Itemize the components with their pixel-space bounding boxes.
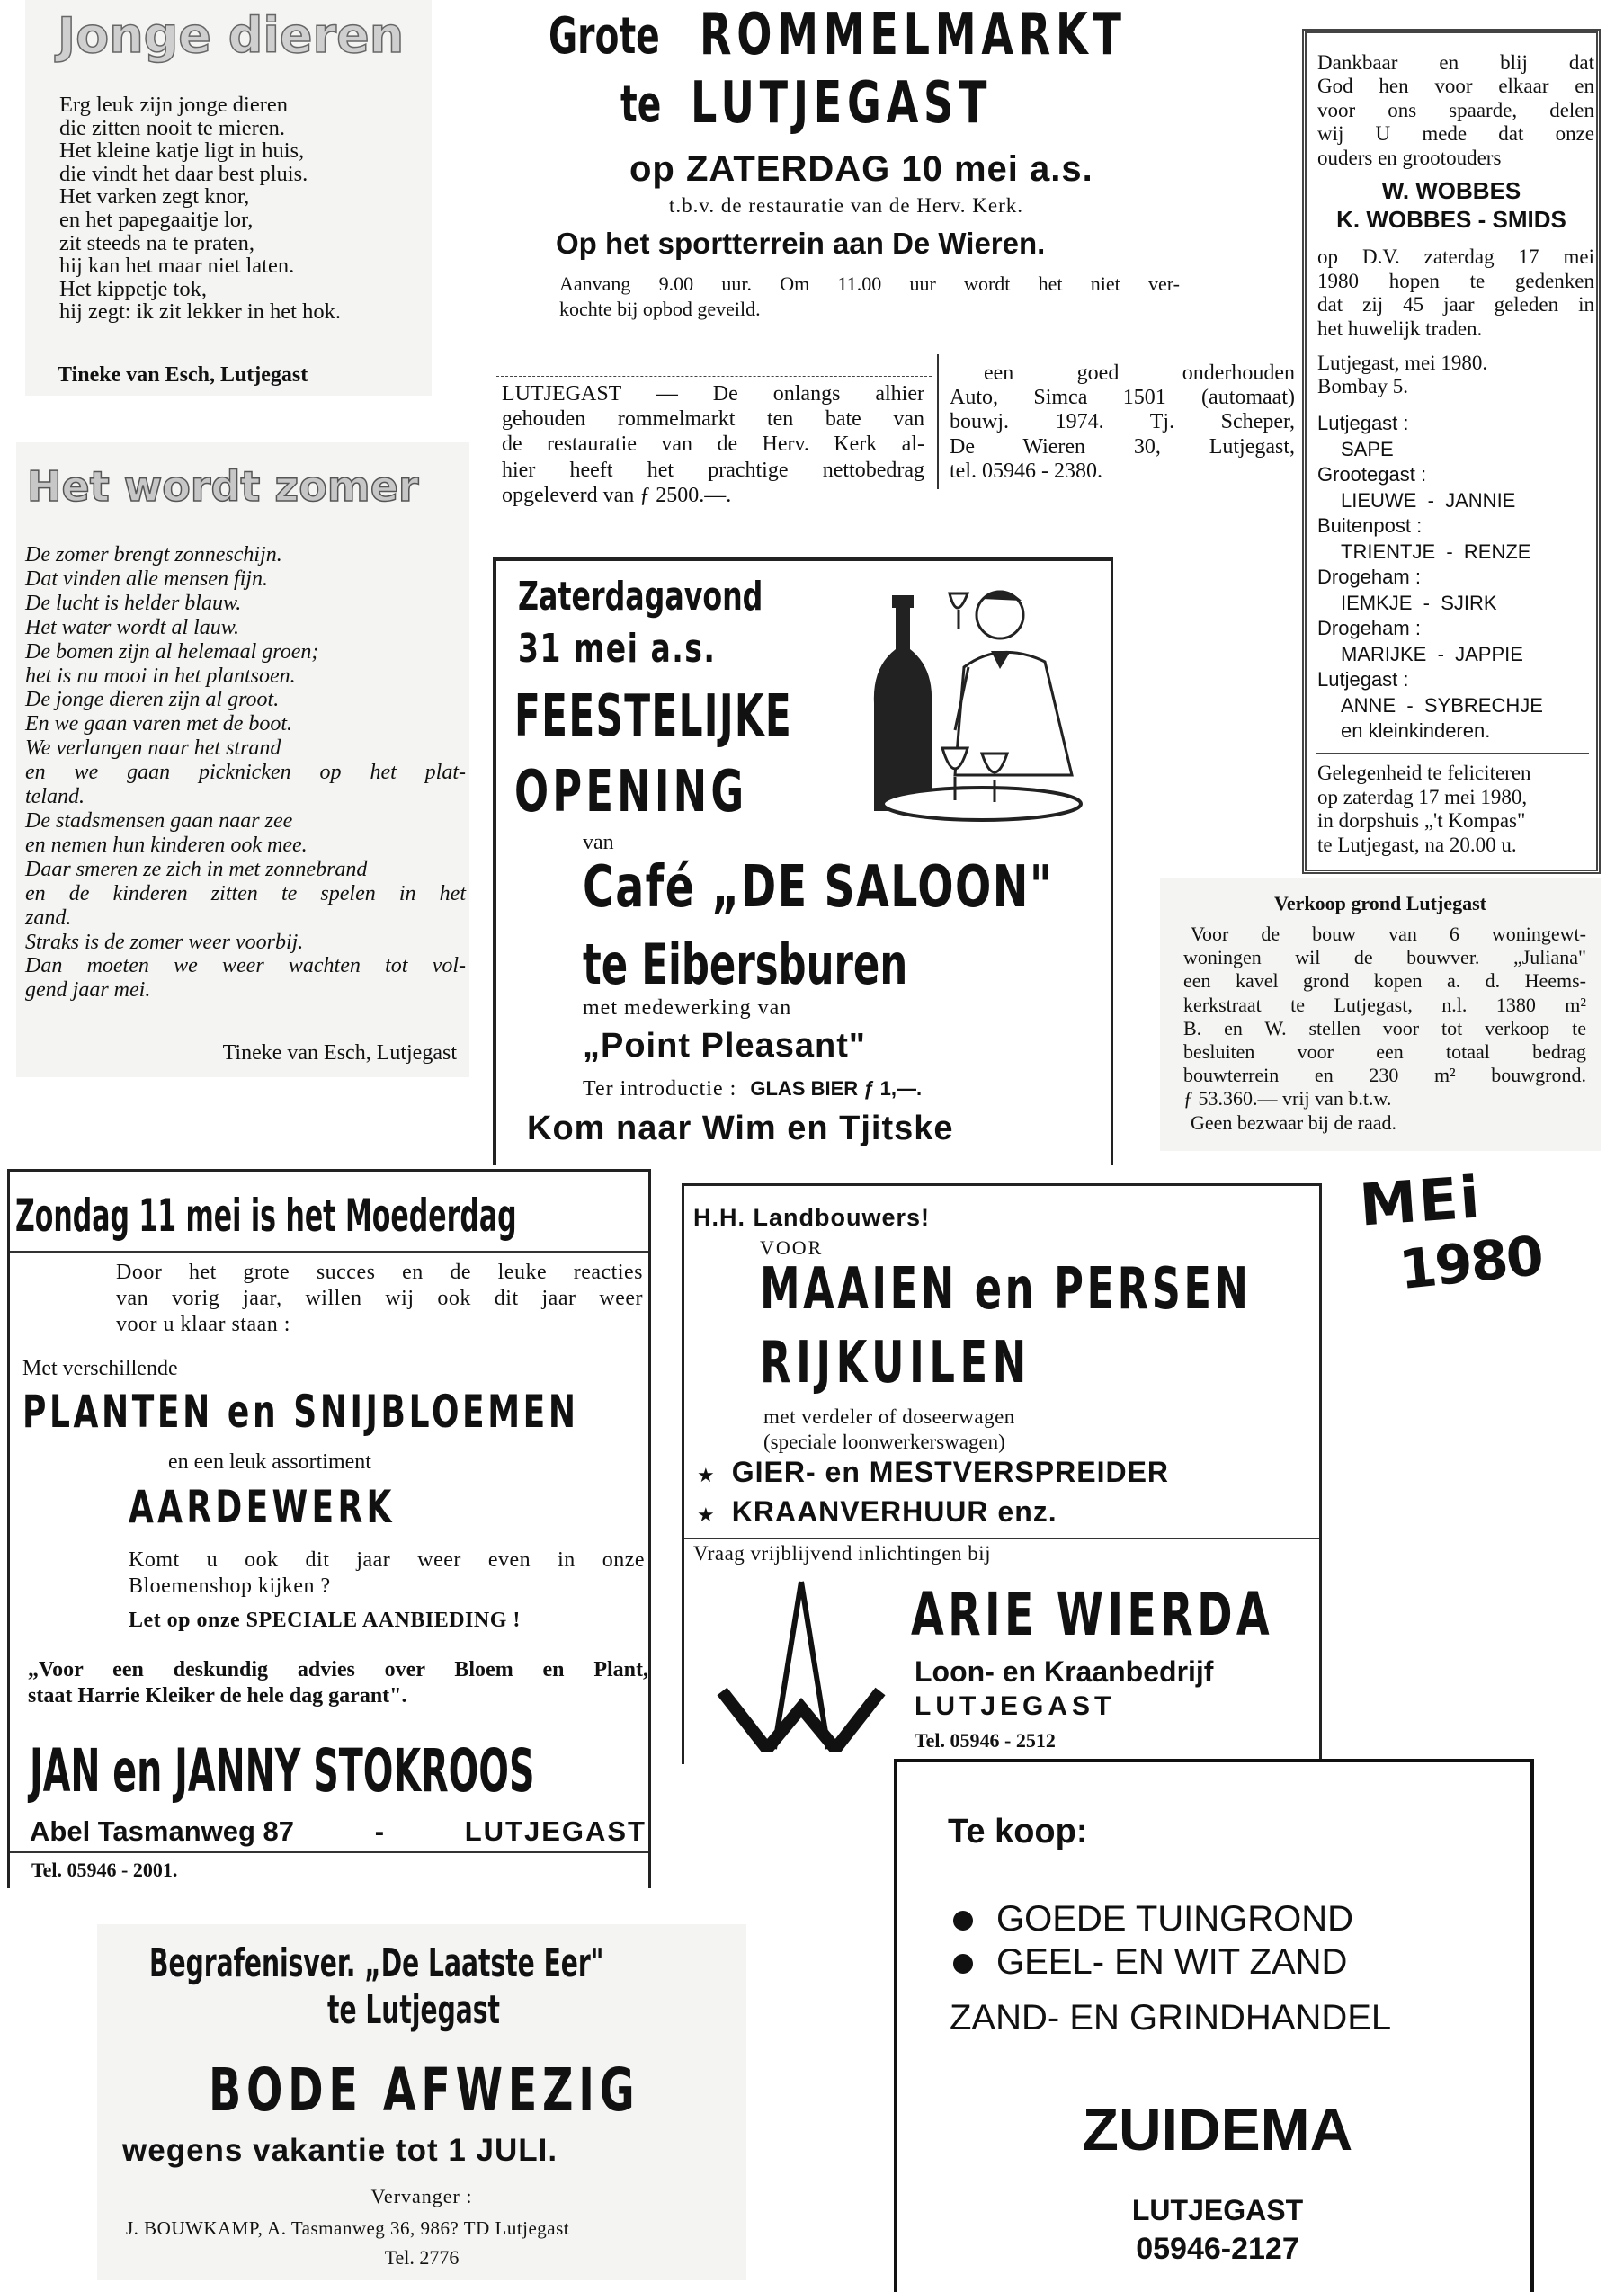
poem-line: De stadsmensen gaan naar zee xyxy=(25,808,293,833)
anniversary-place-date: Lutjegast, mei 1980. xyxy=(1317,352,1488,374)
land-sale-line: besluiten voor een totaal bedrag xyxy=(1183,1040,1586,1064)
anniversary-reception xyxy=(1317,762,1594,857)
farmers-inquire: Vraag vrijblijvend inlichtingen bij xyxy=(693,1542,992,1565)
report-line: gehouden rommelmarkt ten bate van xyxy=(502,407,924,432)
address-separator: - xyxy=(374,1815,385,1847)
land-sale-line: Voor de bouw van 6 woningewt- xyxy=(1191,923,1586,945)
farmers-place: LUTJEGAST xyxy=(915,1691,1116,1721)
poem-line: Het water wordt al lauw. xyxy=(25,615,240,639)
anniversary-family xyxy=(1317,411,1596,745)
car-ad-line: De Wieren 30, Lutjegast, xyxy=(950,434,1295,459)
poem-line: De zomer brengt zonneschijn. xyxy=(25,543,282,566)
family-names: LIEUWE - JANNIE xyxy=(1341,488,1516,512)
poem-line: hij kan het maar niet laten. xyxy=(59,254,295,279)
mothers-day-address xyxy=(30,1815,647,1848)
saloon-text: OPENING xyxy=(514,759,748,825)
rommelmarkt-time-line: Aanvang 9.00 uur. Om 11.00 uur wordt het niet ver- xyxy=(559,272,1180,295)
poem-title: Het wordt zomer xyxy=(27,462,419,511)
family-place: Lutjegast : xyxy=(1317,668,1409,691)
car-ad-line: bouwj. 1974. Tj. Scheper, xyxy=(950,410,1295,434)
anniversary-line: te Lutjegast, na 20.00 u. xyxy=(1317,833,1517,856)
rommelmarkt-time xyxy=(559,272,1180,322)
bullet-dot-icon xyxy=(953,1911,973,1931)
intro-line: Door het grote succes en de leuke reacties xyxy=(116,1261,643,1284)
sand-items xyxy=(953,1897,1353,1984)
rommelmarkt-venue: Op het sportterrein aan De Wieren. xyxy=(556,227,1046,260)
mothers-day-products xyxy=(22,1386,651,1438)
saloon-line-1 xyxy=(518,574,858,620)
landbouwers-advertisement xyxy=(682,1183,1322,1764)
poem-line: We verlangen naar het strand xyxy=(25,736,281,761)
waiter-illustration xyxy=(856,568,1108,829)
saloon-intro-offer: GLAS BIER ƒ 1,—. xyxy=(750,1077,923,1100)
poem-line: en de kinderen zitten te spelen in het xyxy=(25,881,466,905)
handwritten-year: 1980 xyxy=(1396,1224,1546,1303)
poem-line: Straks is de zomer weer voorbij. xyxy=(25,930,304,954)
funeral-headline xyxy=(209,2056,746,2125)
products-text: PLANTEN en SNIJBLOEMEN xyxy=(22,1386,579,1438)
anniversary-body xyxy=(1317,245,1594,341)
report-line: opgeleverd van ƒ 2500.—. xyxy=(502,483,732,507)
rommelmarkt-advertisement xyxy=(538,0,1187,334)
divider xyxy=(1316,753,1589,754)
saloon-place xyxy=(583,932,1047,997)
intro-line: voor u klaar staan : xyxy=(116,1313,290,1336)
anniversary-intro xyxy=(1317,51,1594,170)
poem-author: Tineke van Esch, Lutjegast xyxy=(222,1041,457,1065)
poem-lines xyxy=(25,543,466,1003)
land-sale-line: een kavel grond kopen a. d. Heems- xyxy=(1183,969,1586,993)
mothers-day-various: Met verschillende xyxy=(22,1357,178,1380)
farmers-name xyxy=(911,1580,1322,1649)
report-line: LUTJEGAST — De onlangs alhier xyxy=(502,382,924,406)
bullet-label: GIER- en MESTVERSPREIDER xyxy=(731,1456,1170,1488)
bullet-label: KRAANVERHUUR enz. xyxy=(731,1495,1057,1528)
anniversary-line: wij U mede dat onze xyxy=(1317,122,1594,146)
farmers-spreader: met verdeler of doseerwagen xyxy=(763,1405,1015,1428)
anniversary-line: op D.V. zaterdag 17 mei xyxy=(1317,245,1594,268)
mothers-day-invite xyxy=(129,1547,645,1600)
saloon-text: te Eibersburen xyxy=(583,932,908,997)
family-names: ANNE - SYBRECHJE xyxy=(1341,693,1543,717)
saloon-advertisement xyxy=(493,557,1113,1165)
land-sale-line: kerkstraat te Lutjegast, n.l. 1380 m² xyxy=(1183,993,1586,1016)
poem-line: en we gaan picknicken op het plat- xyxy=(25,761,466,785)
mothers-day-advertisement xyxy=(7,1169,651,1888)
mothers-day-phone: Tel. 05946 - 2001. xyxy=(31,1859,178,1881)
rommelmarkt-report xyxy=(496,361,932,520)
car-ad-line: Auto, Simca 1501 (automaat) xyxy=(950,386,1295,410)
poem-jonge-dieren xyxy=(25,0,432,396)
headline-word: ROMMELMARKT xyxy=(700,2,1127,68)
bullet-item xyxy=(697,1494,1169,1533)
sand-phone: 05946-2127 xyxy=(1136,2232,1299,2266)
saloon-line-4 xyxy=(514,759,848,825)
service-text: MAAIEN en PERSEN xyxy=(760,1256,1252,1323)
divider xyxy=(684,1538,1322,1539)
land-sale-line: woningen wil de bouwver. „Juliana" xyxy=(1183,946,1586,969)
mothers-day-quote xyxy=(28,1657,648,1709)
bullet-dot-icon xyxy=(953,1954,973,1974)
funeral-text: BODE AFWEZIG xyxy=(209,2056,640,2125)
poem-line: die zitten nooit te mieren. xyxy=(59,115,286,140)
poem-line: En we gaan varen met de boot. xyxy=(25,712,293,736)
sand-item-label: GOEDE TUINGROND xyxy=(996,1899,1354,1939)
sand-item-label: GEEL- EN WIT ZAND xyxy=(996,1942,1348,1982)
family-place: Drogeham : xyxy=(1317,566,1421,588)
divider xyxy=(937,354,939,489)
poem-line: Dan moeten we weer wachten tot vol- xyxy=(25,954,466,978)
headline-word: LUTJEGAST xyxy=(691,70,993,137)
land-sale-line: Geen bezwaar bij de raad. xyxy=(1191,1110,1397,1134)
quote-line: staat Harrie Kleiker de hele dag garant". xyxy=(28,1684,407,1708)
poem-line: De lucht is helder blauw. xyxy=(25,591,242,615)
farmers-voor: VOOR xyxy=(760,1236,824,1259)
mothers-day-intro xyxy=(116,1260,643,1338)
saloon-text: Café „DE SALOON" xyxy=(583,854,1053,921)
land-sale-line: ƒ 53.360.— vrij van b.t.w. xyxy=(1183,1087,1392,1110)
anniversary-address: Bombay 5. xyxy=(1317,375,1408,397)
family-place: Buitenpost : xyxy=(1317,514,1423,537)
wierda-logo xyxy=(711,1573,891,1752)
mothers-day-name xyxy=(30,1736,651,1806)
funeral-line-2 xyxy=(327,1987,597,2033)
pottery-text: AARDEWERK xyxy=(129,1481,396,1533)
service-text: RIJKUILEN xyxy=(760,1330,1031,1396)
anniversary-notice xyxy=(1302,29,1601,874)
funeral-text: Begrafenisver. „De Laatste Eer" xyxy=(149,1940,604,1986)
family-names: IEMKJE - SJIRK xyxy=(1341,591,1497,614)
poem-line: Erg leuk zijn jonge dieren xyxy=(59,93,288,117)
poem-line: en nemen hun kinderen ook mee. xyxy=(25,833,308,857)
saloon-cooperation: met medewerking van xyxy=(583,996,792,1020)
report-line: hier heeft het prachtige nettobedrag xyxy=(502,458,924,482)
poem-line: Het varken zegt knor, xyxy=(59,184,250,210)
poem-line: teland. xyxy=(25,785,85,809)
poem-line: De jonge dieren zijn al groot. xyxy=(25,688,280,712)
sand-name: ZUIDEMA xyxy=(1082,2096,1353,2163)
poem-het-wordt-zomer xyxy=(16,442,469,1077)
poem-line: hij zegt: ik zit lekker in het hok. xyxy=(59,299,341,325)
saloon-van: van xyxy=(583,831,614,854)
sand-for-sale: Te koop: xyxy=(948,1813,1088,1851)
farmers-salutation: H.H. Landbouwers! xyxy=(693,1204,931,1231)
anniversary-line: dat zij 45 jaar geleden in xyxy=(1317,293,1594,316)
funeral-text: te Lutjegast xyxy=(327,1987,500,2033)
sand-place: LUTJEGAST xyxy=(1131,2194,1304,2226)
poem-line: Het kippetje tok, xyxy=(59,276,207,301)
saloon-cafe xyxy=(583,854,1113,921)
sand-item xyxy=(953,1897,1353,1940)
headline-text: Zondag 11 mei is het Moederdag xyxy=(15,1190,517,1242)
mothers-day-assortment: en een leuk assortiment xyxy=(168,1450,371,1474)
farmers-bullets xyxy=(697,1454,1169,1533)
intro-line: van vorig jaar, willen wij ook dit jaar weer xyxy=(116,1287,643,1310)
address-place: LUTJEGAST xyxy=(464,1815,647,1847)
divider xyxy=(10,1251,651,1253)
saloon-band: „Point Pleasant" xyxy=(583,1027,866,1065)
land-sale-notice xyxy=(1160,878,1601,1151)
saloon-intro xyxy=(583,1077,922,1101)
anniversary-line: op zaterdag 17 mei 1980, xyxy=(1317,785,1528,808)
farmers-wagon: (speciale loonwerkerswagen) xyxy=(763,1431,1005,1453)
car-ad-text xyxy=(950,361,1295,484)
poem-line: Het kleine katje ligt in huis, xyxy=(59,138,305,164)
poem-line: zit steeds na te praten, xyxy=(59,230,255,255)
poem-author: Tineke van Esch, Lutjegast xyxy=(58,363,308,387)
car-ad-line: tel. 05946 - 2380. xyxy=(950,459,1102,483)
family-place: Drogeham : xyxy=(1317,617,1421,639)
anniversary-line: 1980 hopen te gedenken xyxy=(1317,269,1594,292)
funeral-deputy-label: Vervanger : xyxy=(370,2185,473,2207)
star-icon: ★ xyxy=(697,1464,716,1486)
name-text: JAN en JANNY STOKROOS xyxy=(30,1736,535,1806)
anniversary-line: Gelegenheid te feliciteren xyxy=(1317,762,1531,784)
saloon-line-2 xyxy=(518,626,782,672)
handwritten-month: MEi xyxy=(1357,1164,1484,1240)
divider xyxy=(496,376,932,377)
family-names: MARIJKE - JAPPIE xyxy=(1341,642,1523,665)
sand-business-type: ZAND- EN GRINDHANDEL xyxy=(950,1998,1392,2038)
poem-lines xyxy=(59,94,341,324)
saloon-text: Zaterdagavond xyxy=(518,574,763,620)
invite-line: Bloemenshop kijken ? xyxy=(129,1574,331,1598)
car-advertisement xyxy=(937,349,1304,489)
poem-line: gend jaar mei. xyxy=(25,978,151,1003)
rommelmarkt-headline-2 xyxy=(620,70,1160,142)
mothers-day-pottery xyxy=(129,1481,499,1533)
anniversary-line: in dorpshuis „'t Kompas" xyxy=(1317,809,1526,832)
family-place: Lutjegast : xyxy=(1317,412,1409,434)
poem-line: De bomen zijn al helemaal groen; xyxy=(25,639,319,664)
poem-title: Jonge dieren xyxy=(58,7,405,64)
anniversary-name-2: K. WOBBES - SMIDS xyxy=(1336,206,1566,233)
anniversary-line: God hen voor elkaar en xyxy=(1317,75,1594,98)
saloon-text: FEESTELIJKE xyxy=(514,683,793,750)
headline-word: Grote xyxy=(549,7,660,66)
family-place: Grootegast : xyxy=(1317,463,1427,486)
funeral-association-advertisement xyxy=(97,1924,746,2280)
poem-line: die vindt het daar best pluis. xyxy=(59,161,308,186)
car-ad-line: een goed onderhouden xyxy=(984,361,1295,385)
anniversary-line: Dankbaar en blij dat xyxy=(1317,51,1594,74)
invite-line: Komt u ook dit jaar weer even in onze xyxy=(129,1548,645,1572)
headline-word: te xyxy=(620,76,662,134)
divider xyxy=(10,1851,651,1853)
rommelmarkt-purpose: t.b.v. de restauratie van de Herv. Kerk. xyxy=(669,194,1024,217)
anniversary-name-1: W. WOBBES xyxy=(1381,177,1521,204)
rommelmarkt-date: op ZATERDAG 10 mei a.s. xyxy=(629,149,1093,189)
farmers-service-2 xyxy=(760,1330,1147,1396)
land-sale-text xyxy=(1183,923,1586,1135)
report-text xyxy=(502,381,924,508)
name-text: ARIE WIERDA xyxy=(911,1580,1273,1649)
saloon-intro-label: Ter introductie : xyxy=(583,1077,737,1101)
report-line: de restauratie van de Herv. Kerk al- xyxy=(502,433,924,457)
zuidema-advertisement xyxy=(894,1759,1534,2292)
anniversary-line: voor ons spaarde, delen xyxy=(1317,98,1594,121)
poem-line: zand. xyxy=(25,905,72,930)
poem-line: Daar smeren ze zich in met zonnebrand xyxy=(25,857,368,881)
quote-line: „Voor een deskundig advies over Bloem en Plant, xyxy=(28,1658,648,1681)
bullet-item xyxy=(697,1454,1169,1494)
funeral-line-1 xyxy=(149,1940,746,1986)
funeral-deputy: J. BOUWKAMP, A. Tasmanweg 36, 986? TD Lutjegast xyxy=(126,2217,570,2239)
poem-line: het is nu mooi in het plantsoen. xyxy=(25,664,296,688)
land-sale-title: Verkoop grond Lutjegast xyxy=(1274,892,1486,914)
family-grandchildren: en kleinkinderen. xyxy=(1341,719,1491,742)
sand-item xyxy=(953,1940,1353,1984)
address-street: Abel Tasmanweg 87 xyxy=(30,1815,295,1847)
land-sale-line: bouwterrein en 230 m² bouwgrond. xyxy=(1183,1064,1586,1087)
funeral-sub: wegens vakantie tot 1 JULI. xyxy=(122,2133,558,2168)
funeral-phone: Tel. 2776 xyxy=(384,2246,460,2269)
farmers-phone: Tel. 05946 - 2512 xyxy=(915,1729,1056,1752)
saloon-closing: Kom naar Wim en Tjitske xyxy=(527,1110,954,1147)
mothers-day-special: Let op onze SPECIALE AANBIEDING ! xyxy=(129,1609,521,1632)
family-names: SAPE xyxy=(1341,437,1394,460)
land-sale-line: B. en W. stellen voor tot verkoop te xyxy=(1183,1016,1586,1039)
saloon-text: 31 mei a.s. xyxy=(518,626,717,672)
poem-line: en het papegaaitje lor, xyxy=(59,207,254,232)
poem-line: Dat vinden alle mensen fijn. xyxy=(25,566,268,591)
anniversary-line: het huwelijk traden. xyxy=(1317,317,1483,340)
farmers-business: Loon- en Kraanbedrijf xyxy=(915,1655,1214,1688)
rommelmarkt-time-line: kochte bij opbod geveild. xyxy=(559,298,761,320)
farmers-service-1 xyxy=(760,1256,1322,1323)
mothers-day-headline xyxy=(15,1190,651,1242)
handwritten-date-note xyxy=(1352,1164,1568,1331)
anniversary-line: ouders en grootouders xyxy=(1317,146,1502,169)
star-icon: ★ xyxy=(697,1503,716,1526)
family-names: TRIENTJE - RENZE xyxy=(1341,540,1531,563)
